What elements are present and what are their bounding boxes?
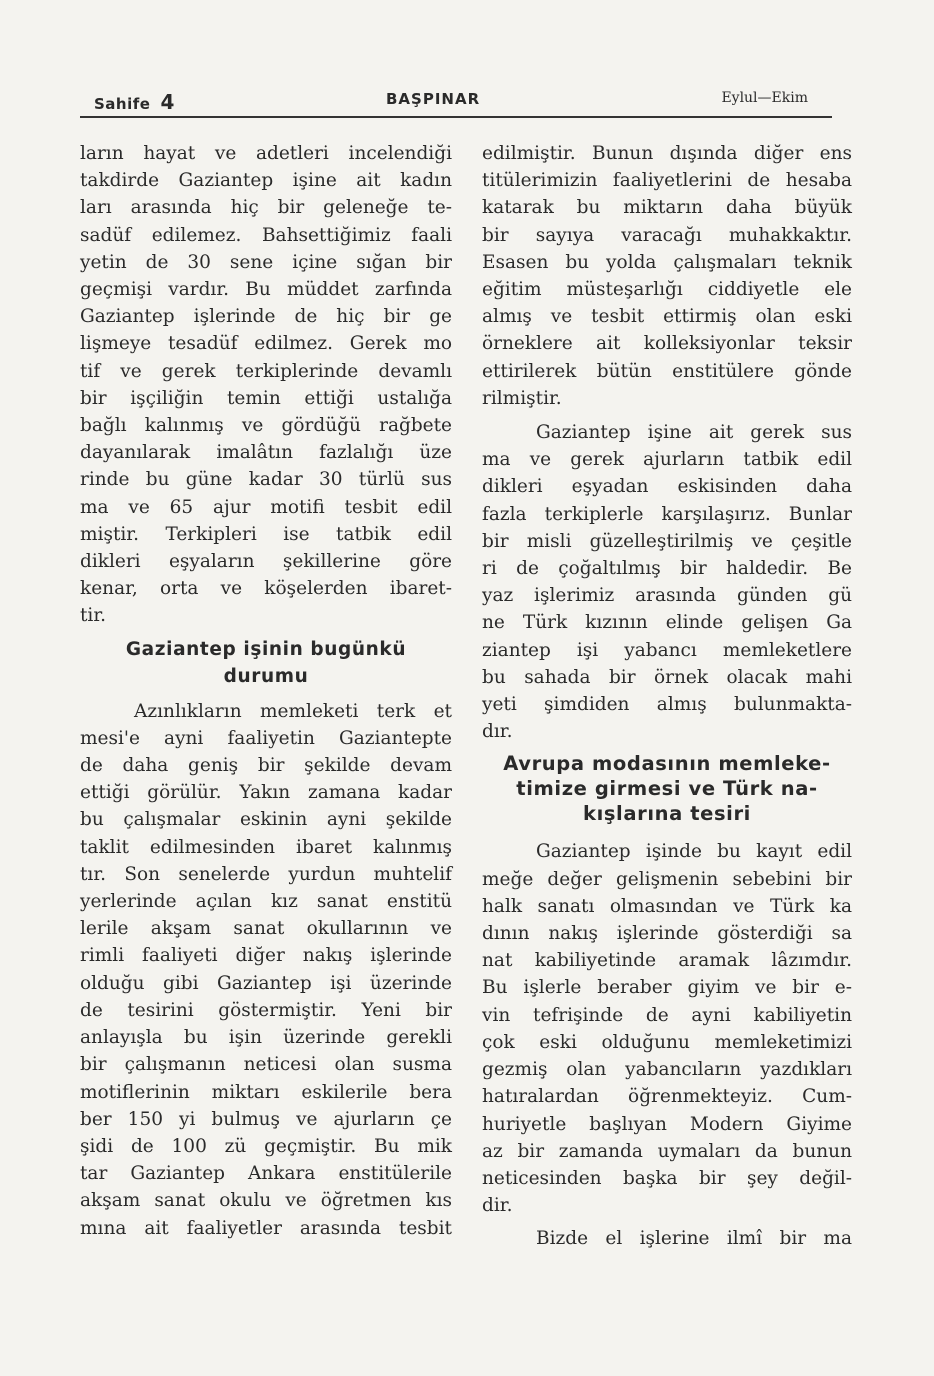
text-line: bağlı kalınmış ve gördüğü rağbete xyxy=(80,415,452,437)
text-line: bu çalışmalar eskinin ayni şekilde xyxy=(80,809,452,831)
issue-date: Eylul—Ekim xyxy=(721,90,808,106)
text-line: edilmiştir. Bunun dışında diğer ens xyxy=(482,143,852,164)
right-paragraph-1 xyxy=(482,140,852,412)
text-line: geçmişi vardır. Bu müddet zarfında xyxy=(80,279,452,301)
page-number: 4 xyxy=(160,90,175,114)
text-line: Bu işlerle beraber giyim ve bir e- xyxy=(482,977,852,999)
text-line: rimli faaliyeti diğer nakış işlerinde xyxy=(80,945,452,967)
text-line: tır. Son senelerde yurdun muhtelif xyxy=(80,863,452,885)
text-line: olduğu gibi Gaziantep işi üzerinde xyxy=(80,972,452,994)
heading-line: Gaziantep işinin bugünkü xyxy=(125,638,407,660)
header-rule xyxy=(80,116,832,118)
text-line: almış ve tesbit ettirmiş olan eski xyxy=(482,306,852,328)
heading-line: Avrupa modasının memleke- xyxy=(503,752,831,776)
text-line: titülerimizin faaliyetlerini de hesaba xyxy=(482,170,852,192)
text-line: Esasen bu yolda çalışmaları teknik xyxy=(482,251,852,273)
text-line: huriyetle başlıyan Modern Giyime xyxy=(482,1113,852,1135)
text-line: dayanılarak imalâtın fazlalığı üze xyxy=(80,442,452,464)
text-line: şidi de 100 zü geçmiştir. Bu mik xyxy=(80,1135,452,1157)
text-line: bir çalışmanın neticesi olan susma xyxy=(80,1054,452,1076)
page-header xyxy=(88,88,830,114)
text-line: ların hayat ve adetleri incelendiği xyxy=(80,143,452,164)
text-line: takdirde Gaziantep işine ait kadın xyxy=(80,170,452,192)
text-line: gezmiş olan yabancıların yazdıkları xyxy=(482,1059,852,1081)
right-paragraph-4 xyxy=(482,1225,852,1252)
text-line: akşam sanat okulu ve öğretmen kıs xyxy=(80,1190,452,1212)
text-line: ber 150 yi bulmuş ve ajurların çe xyxy=(80,1108,452,1130)
text-line: ne Türk kızının elinde gelişen Ga xyxy=(482,612,852,634)
heading-line: timize girmesi ve Türk na- xyxy=(516,777,818,801)
text-line: neticesinden başka bir şey değil- xyxy=(482,1167,852,1189)
text-line: bir misli güzelleştirilmiş ve çeşitle xyxy=(482,530,852,552)
text-line: ettirilerek bütün enstitülere gönde xyxy=(482,360,852,382)
text-line: dikleri eşyaların şekillerine göre xyxy=(80,551,452,573)
text-line: sadüf edilemez. Bahsettiğimiz faali xyxy=(80,224,452,246)
text-line: mesi'e ayni faaliyetin Gaziantepte xyxy=(80,727,452,749)
text-line: ri de çoğaltılmış bir haldedir. Be xyxy=(482,558,852,580)
text-line: az bir zamanda uymaları da bunun xyxy=(482,1140,852,1162)
text-line: örneklere ait kolleksiyonlar teksir xyxy=(482,333,852,355)
text-line: ettiği görülür. Yakın zamana kadar xyxy=(80,782,452,804)
text-line: yeti şimdiden almış bulunmakta- xyxy=(482,694,852,716)
text-line: vin tefrişinde de ayni kabiliyetin xyxy=(482,1004,852,1026)
publication-title: BAŞPINAR xyxy=(386,90,481,108)
text-line: Gaziantep işinde bu kayıt edil xyxy=(536,841,852,863)
text-line: katarak bu miktarın daha büyük xyxy=(482,197,852,219)
section-heading-avrupa-modasi xyxy=(482,751,852,826)
text-line: eğitim müsteşarlığı ciddiyetle ele xyxy=(482,279,852,301)
left-column xyxy=(80,140,452,1242)
text-line: Gaziantep işlerinde de hiç bir ge xyxy=(80,306,452,328)
text-line: dikleri eşyadan eskisinden daha xyxy=(482,476,852,498)
text-line: motiflerinin miktarı eskilerile bera xyxy=(80,1081,452,1103)
text-line: miştir. Terkipleri ise tatbik edil xyxy=(80,523,452,545)
text-line: bu sahada bir örnek olacak mahi xyxy=(482,666,852,688)
text-line: anlayışla bu işin üzerinde gerekli xyxy=(80,1027,452,1049)
heading-line: kışlarına tesiri xyxy=(583,802,751,826)
right-paragraph-3 xyxy=(482,838,852,1219)
sahife-label: Sahife xyxy=(94,95,151,113)
text-line: yetin de 30 sene içine sığan bir xyxy=(80,251,452,273)
text-line: tir. xyxy=(80,605,107,627)
text-line: Azınlıkların memleketi terk et xyxy=(134,700,452,722)
text-line: dının nakış işlerinde gösterdiği sa xyxy=(482,923,852,945)
left-paragraph-1 xyxy=(80,140,452,630)
text-line: çok eski olduğunu memleketimizi xyxy=(482,1031,852,1053)
section-heading-gaziantep xyxy=(80,636,452,690)
text-line: rilmiştir. xyxy=(482,387,562,409)
text-line: dır. xyxy=(482,721,513,743)
text-line: Bizde el işlerine ilmî bir ma xyxy=(536,1228,852,1250)
text-line: lişmeye tesadüf edilmez. Gerek mo xyxy=(80,333,452,355)
text-line: nat kabiliyetinde aramak lâzımdır. xyxy=(482,950,852,972)
text-line: fazla terkiplerle karşılaşırız. Bunlar xyxy=(482,503,852,525)
text-line: ma ve gerek ajurların tatbik edil xyxy=(482,449,852,471)
text-line: meğe değer gelişmenin sebebini bir xyxy=(482,868,852,890)
left-paragraph-2 xyxy=(80,698,452,1242)
text-line: bir işçiliğin temin ettiği ustalığa xyxy=(80,387,452,409)
text-line: tif ve gerek terkiplerinde devamlı xyxy=(80,360,452,382)
text-line: rinde bu güne kadar 30 türlü sus xyxy=(80,469,452,491)
text-line: de tesirini göstermiştir. Yeni bir xyxy=(80,999,452,1021)
text-line: mına ait faaliyetler arasında tesbit xyxy=(80,1217,452,1239)
text-line: yerlerinde açılan kız sanat enstitü xyxy=(80,891,452,913)
right-column xyxy=(482,140,852,1253)
text-line: yaz işlerimiz arasında günden gü xyxy=(482,585,852,607)
text-line: taklit edilmesinden ibaret kalınmış xyxy=(80,836,452,858)
heading-line: durumu xyxy=(223,665,309,687)
text-line: tar Gaziantep Ankara enstitülerile xyxy=(80,1163,452,1185)
text-line: hatıralardan öğrenmekteyiz. Cum- xyxy=(482,1086,852,1108)
text-line: dir. xyxy=(482,1195,513,1217)
text-line: bir sayıya varacağı muhakkaktır. xyxy=(482,224,852,246)
text-line: ziantep işi yabancı memleketlere xyxy=(482,639,852,661)
text-line: de daha geniş bir şekilde devam xyxy=(80,755,452,777)
text-line: ma ve 65 ajur motifi tesbit edil xyxy=(80,496,452,518)
text-line: halk sanatı olmasından ve Türk ka xyxy=(482,895,852,917)
text-line: ları arasında hiç bir geleneğe te- xyxy=(80,197,452,219)
text-line: Gaziantep işine ait gerek sus xyxy=(536,422,852,444)
page-number-label xyxy=(94,90,175,114)
right-paragraph-2 xyxy=(482,419,852,745)
text-line: kenar, orta ve köşelerden ibaret- xyxy=(80,578,452,600)
text-line: lerile akşam sanat okullarının ve xyxy=(80,918,452,940)
